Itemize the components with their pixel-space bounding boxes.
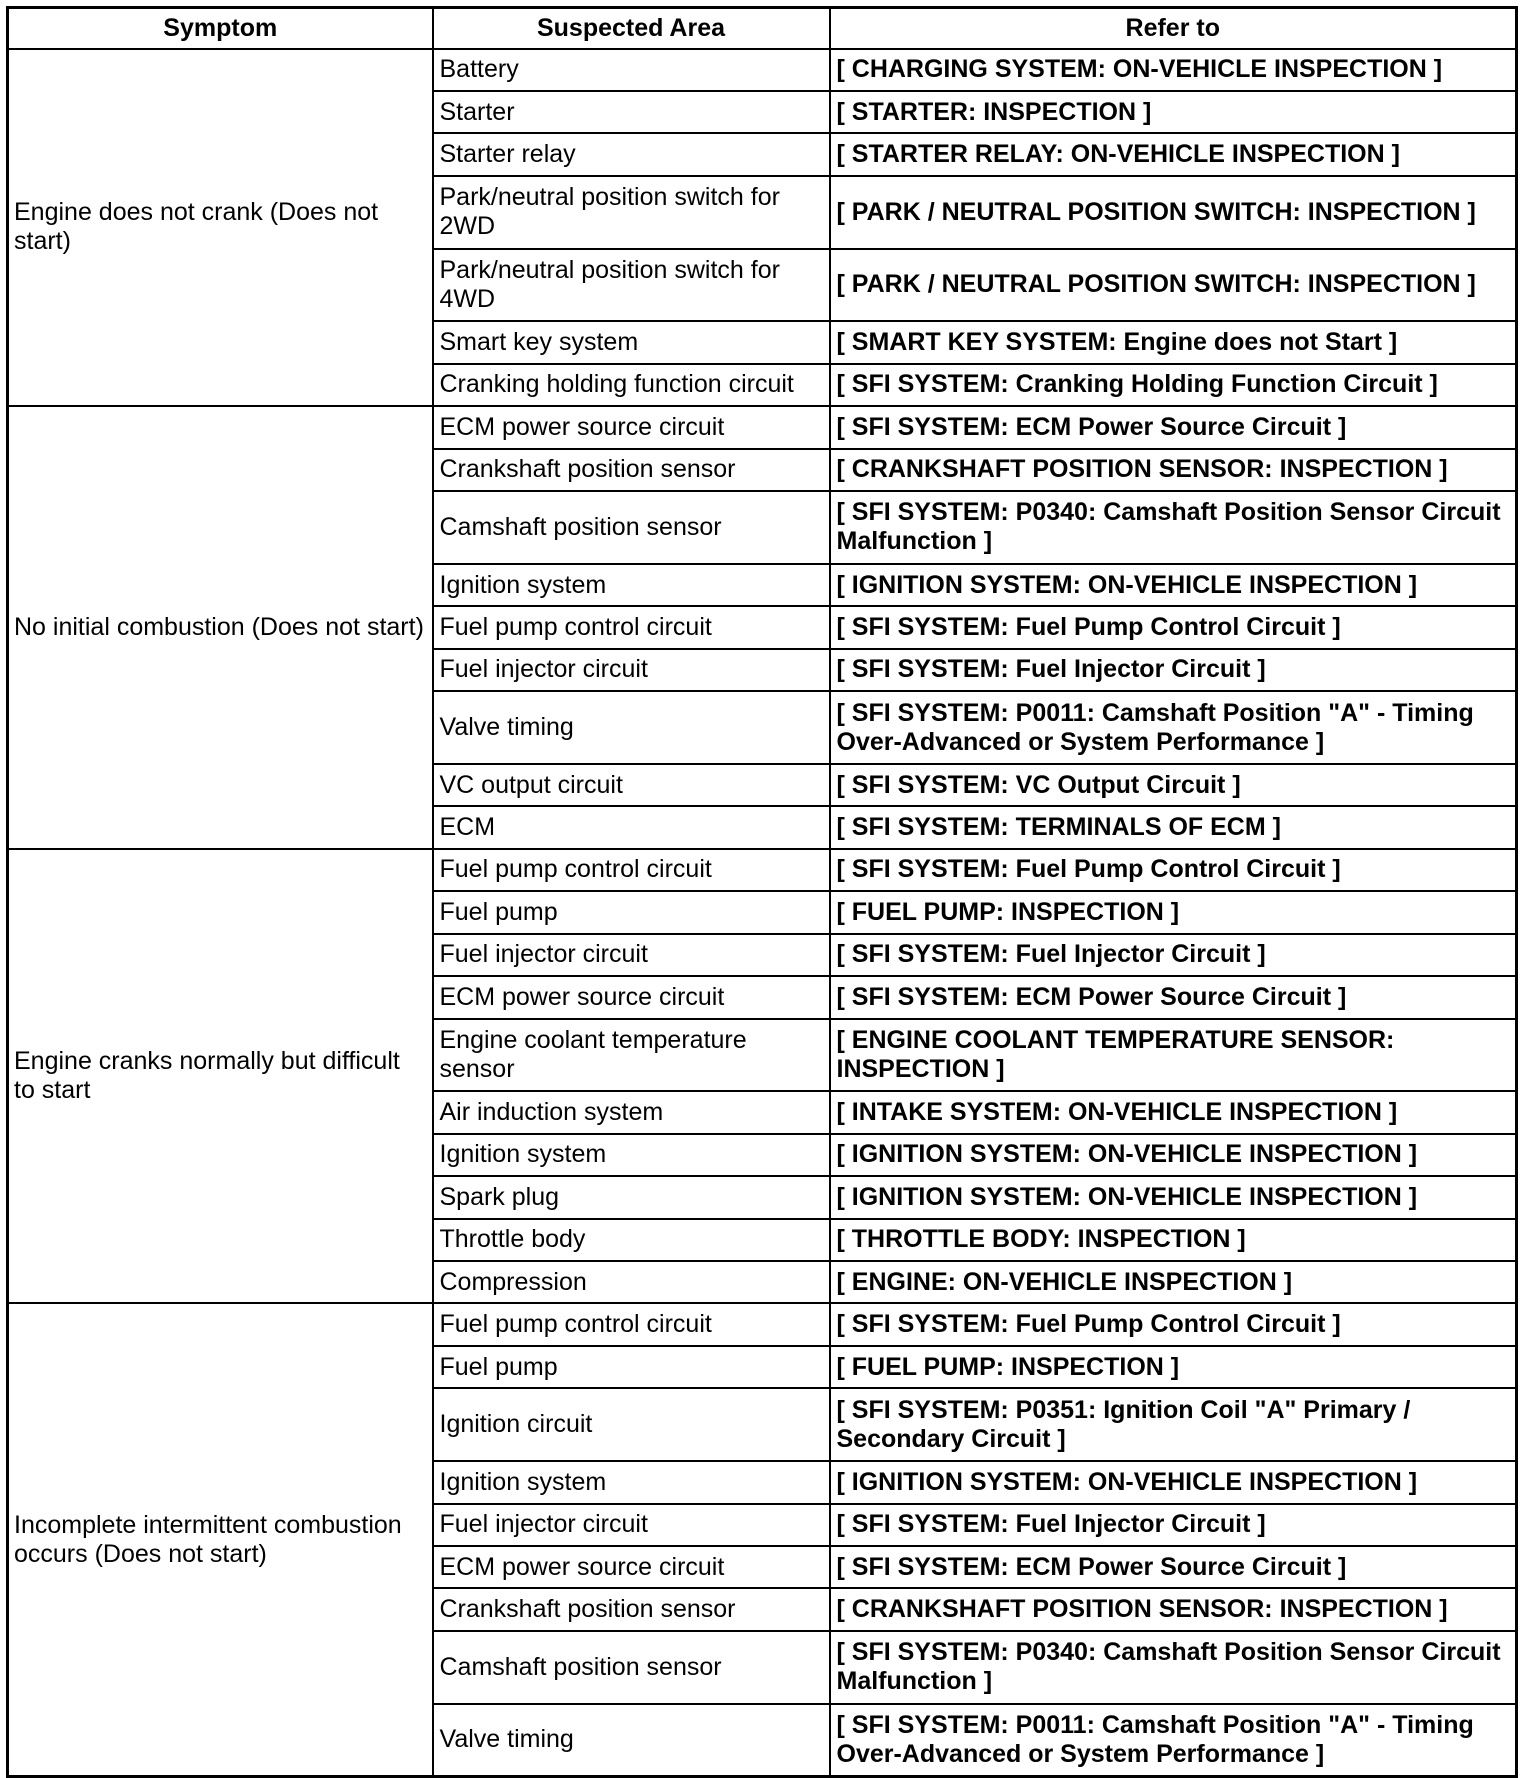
suspected-area-cell: Fuel pump xyxy=(433,1346,830,1388)
refer-to-cell: [ INTAKE SYSTEM: ON-VEHICLE INSPECTION ] xyxy=(830,1091,1517,1133)
suspected-area-cell: Fuel injector circuit xyxy=(433,649,830,691)
symptom-cell: No initial combustion (Does not start) xyxy=(8,406,433,849)
refer-to-cell: [ STARTER RELAY: ON-VEHICLE INSPECTION ] xyxy=(830,133,1517,175)
refer-to-cell: [ ENGINE COOLANT TEMPERATURE SENSOR: INSPECTION ] xyxy=(830,1019,1517,1092)
refer-to-cell: [ SFI SYSTEM: Fuel Injector Circuit ] xyxy=(830,649,1517,691)
refer-to-cell: [ CRANKSHAFT POSITION SENSOR: INSPECTION ] xyxy=(830,449,1517,491)
suspected-area-cell: Fuel pump xyxy=(433,891,830,933)
symptom-cell: Incomplete intermittent combustion occurs (Does not start) xyxy=(8,1303,433,1776)
refer-to-cell: [ FUEL PUMP: INSPECTION ] xyxy=(830,1346,1517,1388)
suspected-area-cell: Fuel pump control circuit xyxy=(433,849,830,891)
suspected-area-cell: Air induction system xyxy=(433,1091,830,1133)
refer-to-cell: [ FUEL PUMP: INSPECTION ] xyxy=(830,891,1517,933)
troubleshooting-table xyxy=(6,6,1518,1778)
refer-to-cell: [ SMART KEY SYSTEM: Engine does not Start ] xyxy=(830,321,1517,363)
refer-to-cell: [ SFI SYSTEM: Cranking Holding Function Circuit ] xyxy=(830,364,1517,406)
refer-to-cell: [ SFI SYSTEM: P0340: Camshaft Position Sensor Circuit Malfunction ] xyxy=(830,1631,1517,1704)
suspected-area-cell: Ignition circuit xyxy=(433,1388,830,1461)
table-row xyxy=(8,406,1517,448)
suspected-area-cell: Spark plug xyxy=(433,1176,830,1218)
suspected-area-cell: Valve timing xyxy=(433,691,830,764)
suspected-area-cell: VC output circuit xyxy=(433,764,830,806)
refer-to-cell: [ SFI SYSTEM: Fuel Injector Circuit ] xyxy=(830,1504,1517,1546)
suspected-area-cell: Crankshaft position sensor xyxy=(433,449,830,491)
refer-to-cell: [ SFI SYSTEM: Fuel Pump Control Circuit ] xyxy=(830,1303,1517,1345)
suspected-area-cell: Valve timing xyxy=(433,1704,830,1777)
suspected-area-cell: Fuel injector circuit xyxy=(433,934,830,976)
refer-to-cell: [ CRANKSHAFT POSITION SENSOR: INSPECTION ] xyxy=(830,1588,1517,1630)
suspected-area-cell: Cranking holding function circuit xyxy=(433,364,830,406)
suspected-area-cell: Ignition system xyxy=(433,564,830,606)
header-refer-to: Refer to xyxy=(830,8,1517,49)
refer-to-cell: [ ENGINE: ON-VEHICLE INSPECTION ] xyxy=(830,1261,1517,1303)
suspected-area-cell: Ignition system xyxy=(433,1461,830,1503)
refer-to-cell: [ SFI SYSTEM: P0011: Camshaft Position "A" - Timing Over-Advanced or System Performance ] xyxy=(830,1704,1517,1777)
suspected-area-cell: ECM power source circuit xyxy=(433,976,830,1018)
refer-to-cell: [ SFI SYSTEM: VC Output Circuit ] xyxy=(830,764,1517,806)
table-row xyxy=(8,49,1517,91)
suspected-area-cell: Starter relay xyxy=(433,133,830,175)
suspected-area-cell: Camshaft position sensor xyxy=(433,491,830,564)
refer-to-cell: [ SFI SYSTEM: Fuel Pump Control Circuit ] xyxy=(830,606,1517,648)
table-row xyxy=(8,1303,1517,1345)
symptom-cell: Engine does not crank (Does not start) xyxy=(8,49,433,407)
refer-to-cell: [ PARK / NEUTRAL POSITION SWITCH: INSPECTION ] xyxy=(830,249,1517,322)
header-symptom: Symptom xyxy=(8,8,433,49)
suspected-area-cell: Starter xyxy=(433,91,830,133)
suspected-area-cell: ECM xyxy=(433,806,830,848)
refer-to-cell: [ PARK / NEUTRAL POSITION SWITCH: INSPECTION ] xyxy=(830,176,1517,249)
suspected-area-cell: Camshaft position sensor xyxy=(433,1631,830,1704)
refer-to-cell: [ SFI SYSTEM: P0351: Ignition Coil "A" Primary / Secondary Circuit ] xyxy=(830,1388,1517,1461)
refer-to-cell: [ CHARGING SYSTEM: ON-VEHICLE INSPECTION ] xyxy=(830,49,1517,91)
suspected-area-cell: Throttle body xyxy=(433,1219,830,1261)
refer-to-cell: [ STARTER: INSPECTION ] xyxy=(830,91,1517,133)
refer-to-cell: [ IGNITION SYSTEM: ON-VEHICLE INSPECTION ] xyxy=(830,564,1517,606)
refer-to-cell: [ IGNITION SYSTEM: ON-VEHICLE INSPECTION ] xyxy=(830,1134,1517,1176)
header-row xyxy=(8,8,1517,49)
suspected-area-cell: Park/neutral position switch for 2WD xyxy=(433,176,830,249)
suspected-area-cell: Park/neutral position switch for 4WD xyxy=(433,249,830,322)
suspected-area-cell: ECM power source circuit xyxy=(433,1546,830,1588)
refer-to-cell: [ SFI SYSTEM: P0011: Camshaft Position "A" - Timing Over-Advanced or System Performance ] xyxy=(830,691,1517,764)
refer-to-cell: [ IGNITION SYSTEM: ON-VEHICLE INSPECTION ] xyxy=(830,1461,1517,1503)
suspected-area-cell: Crankshaft position sensor xyxy=(433,1588,830,1630)
refer-to-cell: [ SFI SYSTEM: TERMINALS OF ECM ] xyxy=(830,806,1517,848)
suspected-area-cell: Fuel pump control circuit xyxy=(433,1303,830,1345)
refer-to-cell: [ THROTTLE BODY: INSPECTION ] xyxy=(830,1219,1517,1261)
refer-to-cell: [ SFI SYSTEM: ECM Power Source Circuit ] xyxy=(830,1546,1517,1588)
table-row xyxy=(8,849,1517,891)
suspected-area-cell: ECM power source circuit xyxy=(433,406,830,448)
refer-to-cell: [ SFI SYSTEM: ECM Power Source Circuit ] xyxy=(830,976,1517,1018)
suspected-area-cell: Battery xyxy=(433,49,830,91)
header-suspected-area: Suspected Area xyxy=(433,8,830,49)
suspected-area-cell: Ignition system xyxy=(433,1134,830,1176)
suspected-area-cell: Engine coolant temperature sensor xyxy=(433,1019,830,1092)
suspected-area-cell: Smart key system xyxy=(433,321,830,363)
suspected-area-cell: Fuel injector circuit xyxy=(433,1504,830,1546)
suspected-area-cell: Fuel pump control circuit xyxy=(433,606,830,648)
refer-to-cell: [ SFI SYSTEM: P0340: Camshaft Position Sensor Circuit Malfunction ] xyxy=(830,491,1517,564)
symptom-cell: Engine cranks normally but difficult to start xyxy=(8,849,433,1304)
suspected-area-cell: Compression xyxy=(433,1261,830,1303)
refer-to-cell: [ IGNITION SYSTEM: ON-VEHICLE INSPECTION ] xyxy=(830,1176,1517,1218)
refer-to-cell: [ SFI SYSTEM: ECM Power Source Circuit ] xyxy=(830,406,1517,448)
refer-to-cell: [ SFI SYSTEM: Fuel Pump Control Circuit ] xyxy=(830,849,1517,891)
refer-to-cell: [ SFI SYSTEM: Fuel Injector Circuit ] xyxy=(830,934,1517,976)
